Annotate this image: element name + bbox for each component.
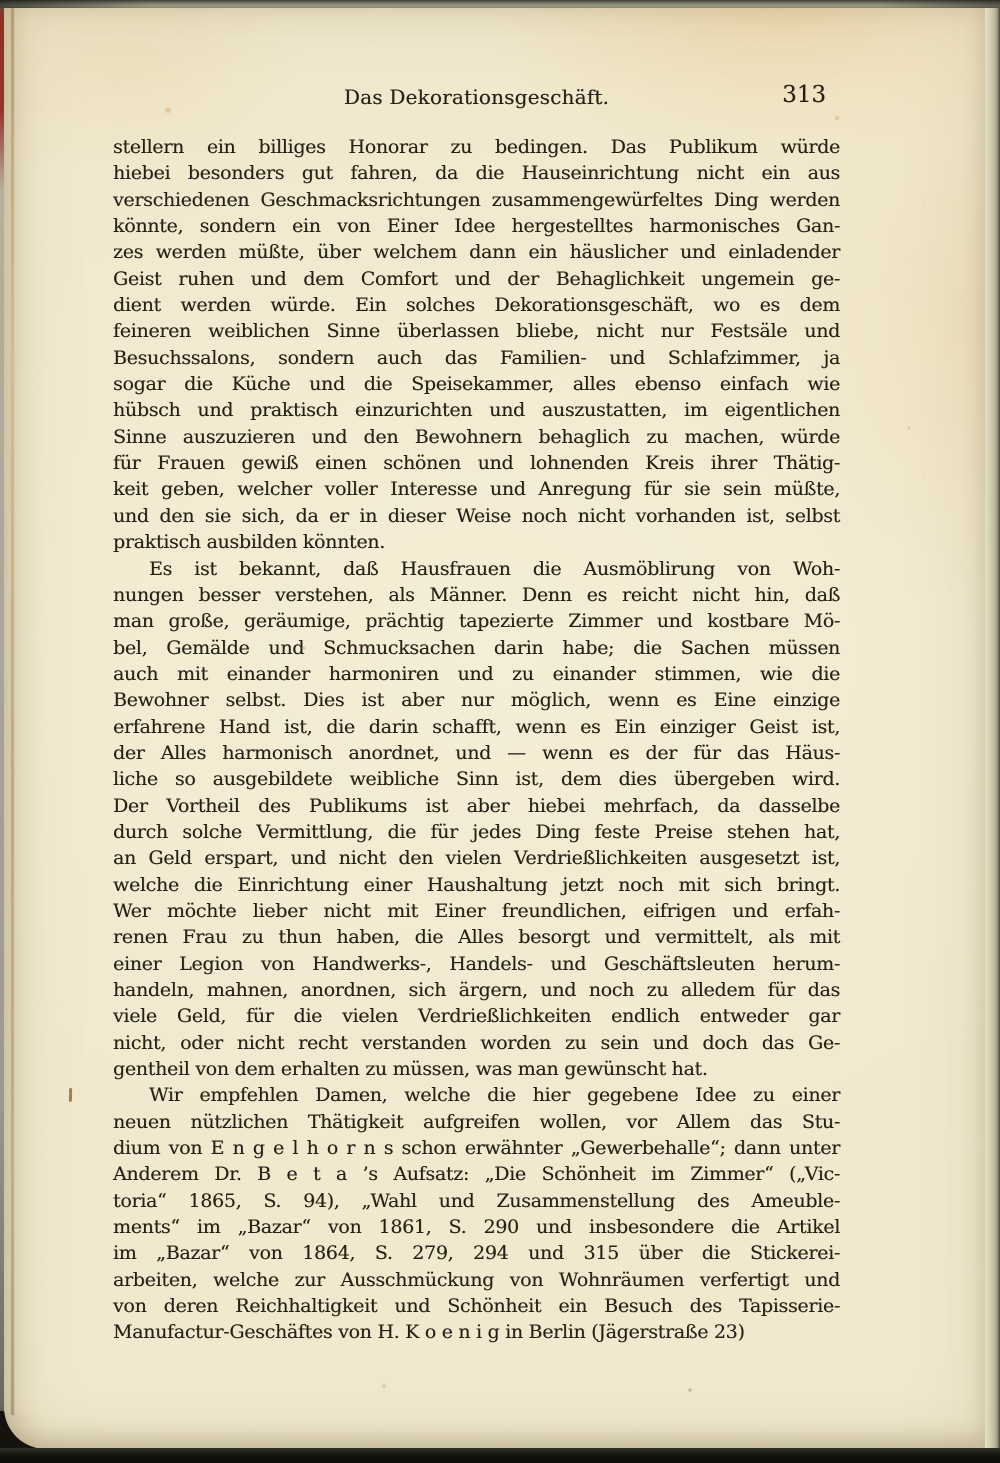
text-line: Wer möchte lieber nicht mit Einer freundlichen, eifrigen und erfah- [113,899,840,922]
text-line: Es ist bekannt, daß Hausfrauen die Ausmöblirung von Woh- [149,557,840,580]
text-line: zes werden müßte, über welchem dann ein häuslicher und einladender [113,241,840,264]
paragraph [113,556,840,1083]
margin-ink-mark [69,1088,72,1102]
text-line: feineren weiblichen Sinne überlassen bliebe, nicht nur Festsäle und [113,320,840,343]
text-line: viele Geld, für die vielen Verdrießlichkeiten endlich entweder gar [113,1005,840,1028]
text-line: nicht, oder nicht recht verstanden worden zu sein und doch das Ge- [113,1031,840,1054]
text-line: Geist ruhen und dem Comfort und der Behaglichkeit ungemein ge- [113,267,840,290]
text-line: Manufactur-Geschäftes von H. K o e n i g in Berlin (Jägerstraße 23) [113,1321,745,1344]
text-line: arbeiten, welche zur Ausschmückung von Wohnräumen verfertigt und [113,1268,840,1291]
text-line: gentheil von dem erhalten zu müssen, was man gewünscht hat. [113,1058,708,1081]
text-line: dient werden würde. Ein solches Dekorationsgeschäft, wo es dem [113,294,840,317]
text-line: Der Vortheil des Publikums ist aber hiebei mehrfach, da dasselbe [113,794,840,817]
text-line: an Geld erspart, und nicht den vielen Verdrießlichkeiten ausgesetzt ist, [113,847,840,870]
text-line: sogar die Küche und die Speisekammer, alles ebenso einfach wie [113,373,840,396]
page-fold-crease [11,8,14,1415]
text-line: durch solche Vermittlung, die für jedes Ding feste Preise stehen hat, [113,820,840,843]
text-line: könnte, sondern ein von Einer Idee hergestelltes harmonisches Gan- [113,215,840,238]
text-line: stellern ein billiges Honorar zu bedingen. Das Publikum würde [113,136,840,158]
text-line: verschiedenen Geschmacksrichtungen zusammengewürfeltes Ding werden [113,188,840,211]
text-line: Wir empfehlen Damen, welche die hier gegebene Idee zu einer [149,1084,840,1107]
text-line: der Alles harmonisch anordnet, und — wenn es der für das Häus- [113,741,840,764]
text-line: man große, geräumige, prächtig tapezierte Zimmer und kostbare Mö- [113,610,840,633]
page-number: 313 [782,82,826,108]
paragraph [113,134,840,556]
text-line: und den sie sich, da er in dieser Weise noch nicht vorhanden ist, selbst [113,504,840,527]
text-line: ments“ im „Bazar“ von 1861, S. 290 und insbesondere die Artikel [113,1216,840,1239]
text-line: einer Legion von Handwerks-, Handels- und Geschäftsleuten herum- [113,952,840,975]
text-line: Besuchssalons, sondern auch das Familien- und Schlafzimmer, ja [113,346,840,369]
page-stack-edge [985,0,1000,1449]
text-line: neuen nützlichen Thätigkeit aufgreifen wollen, vor Allem das Stu- [113,1110,840,1133]
page-header [113,82,840,115]
text-line: für Frauen gewiß einen schönen und lohnenden Kreis ihrer Thätig- [113,452,840,475]
text-line: hiebei besonders gut fahren, da die Hauseinrichtung nicht ein aus [113,162,840,185]
text-line: keit geben, welcher voller Interesse und Anregung für sie sein müßte, [113,478,840,501]
book-bottom-cover [0,1448,1000,1463]
text-line: praktisch ausbilden könnten. [113,531,385,554]
text-line: handeln, mahnen, anordnen, sich ärgern, und noch zu alledem für das [113,979,840,1001]
text-line: renen Frau zu thun haben, die Alles besorgt und vermittelt, als mit [113,926,840,949]
text-line: hübsch und praktisch einzurichten und auszustatten, im eigentlichen [113,399,840,422]
book-top-edge [0,0,1000,8]
running-title: Das Dekorationsgeschäft. [343,85,610,109]
text-line: dium von E n g e l h o r n s schon erwähnter „Gewerbehalle“; dann unter [113,1137,840,1160]
text-line: liche so ausgebildete weibliche Sinn ist, dem dies übergeben wird. [113,768,840,791]
text-line: Anderem Dr. B e t a ’s Aufsatz: „Die Schönheit im Zimmer“ („Vic- [113,1163,840,1186]
text-line: auch mit einander harmoniren und zu einander stimmen, wie die [113,662,840,685]
text-line: welche die Einrichtung einer Haushaltung jetzt noch mit sich bringt. [113,873,840,896]
text-line: erfahrene Hand ist, die darin schafft, wenn es Ein einziger Geist ist, [113,715,840,738]
body-text [113,134,840,1346]
text-line: von deren Reichhaltigkeit und Schönheit ein Besuch des Tapisserie- [113,1295,840,1318]
text-line: bel, Gemälde und Schmucksachen darin habe; die Sachen müssen [113,636,840,659]
text-line: Sinne auszuzieren und den Bewohnern behaglich zu machen, würde [113,425,840,448]
text-line: im „Bazar“ von 1864, S. 279, 294 und 315 über die Stickerei- [113,1242,840,1265]
text-line: nungen besser verstehen, als Männer. Denn es reicht nicht hin, daß [113,583,840,606]
text-line: Bewohner selbst. Dies ist aber nur möglich, wenn es Eine einzige [113,689,840,712]
paragraph [113,1082,840,1345]
text-line: toria“ 1865, S. 94), „Wahl und Zusammenstellung des Ameuble- [113,1189,840,1212]
